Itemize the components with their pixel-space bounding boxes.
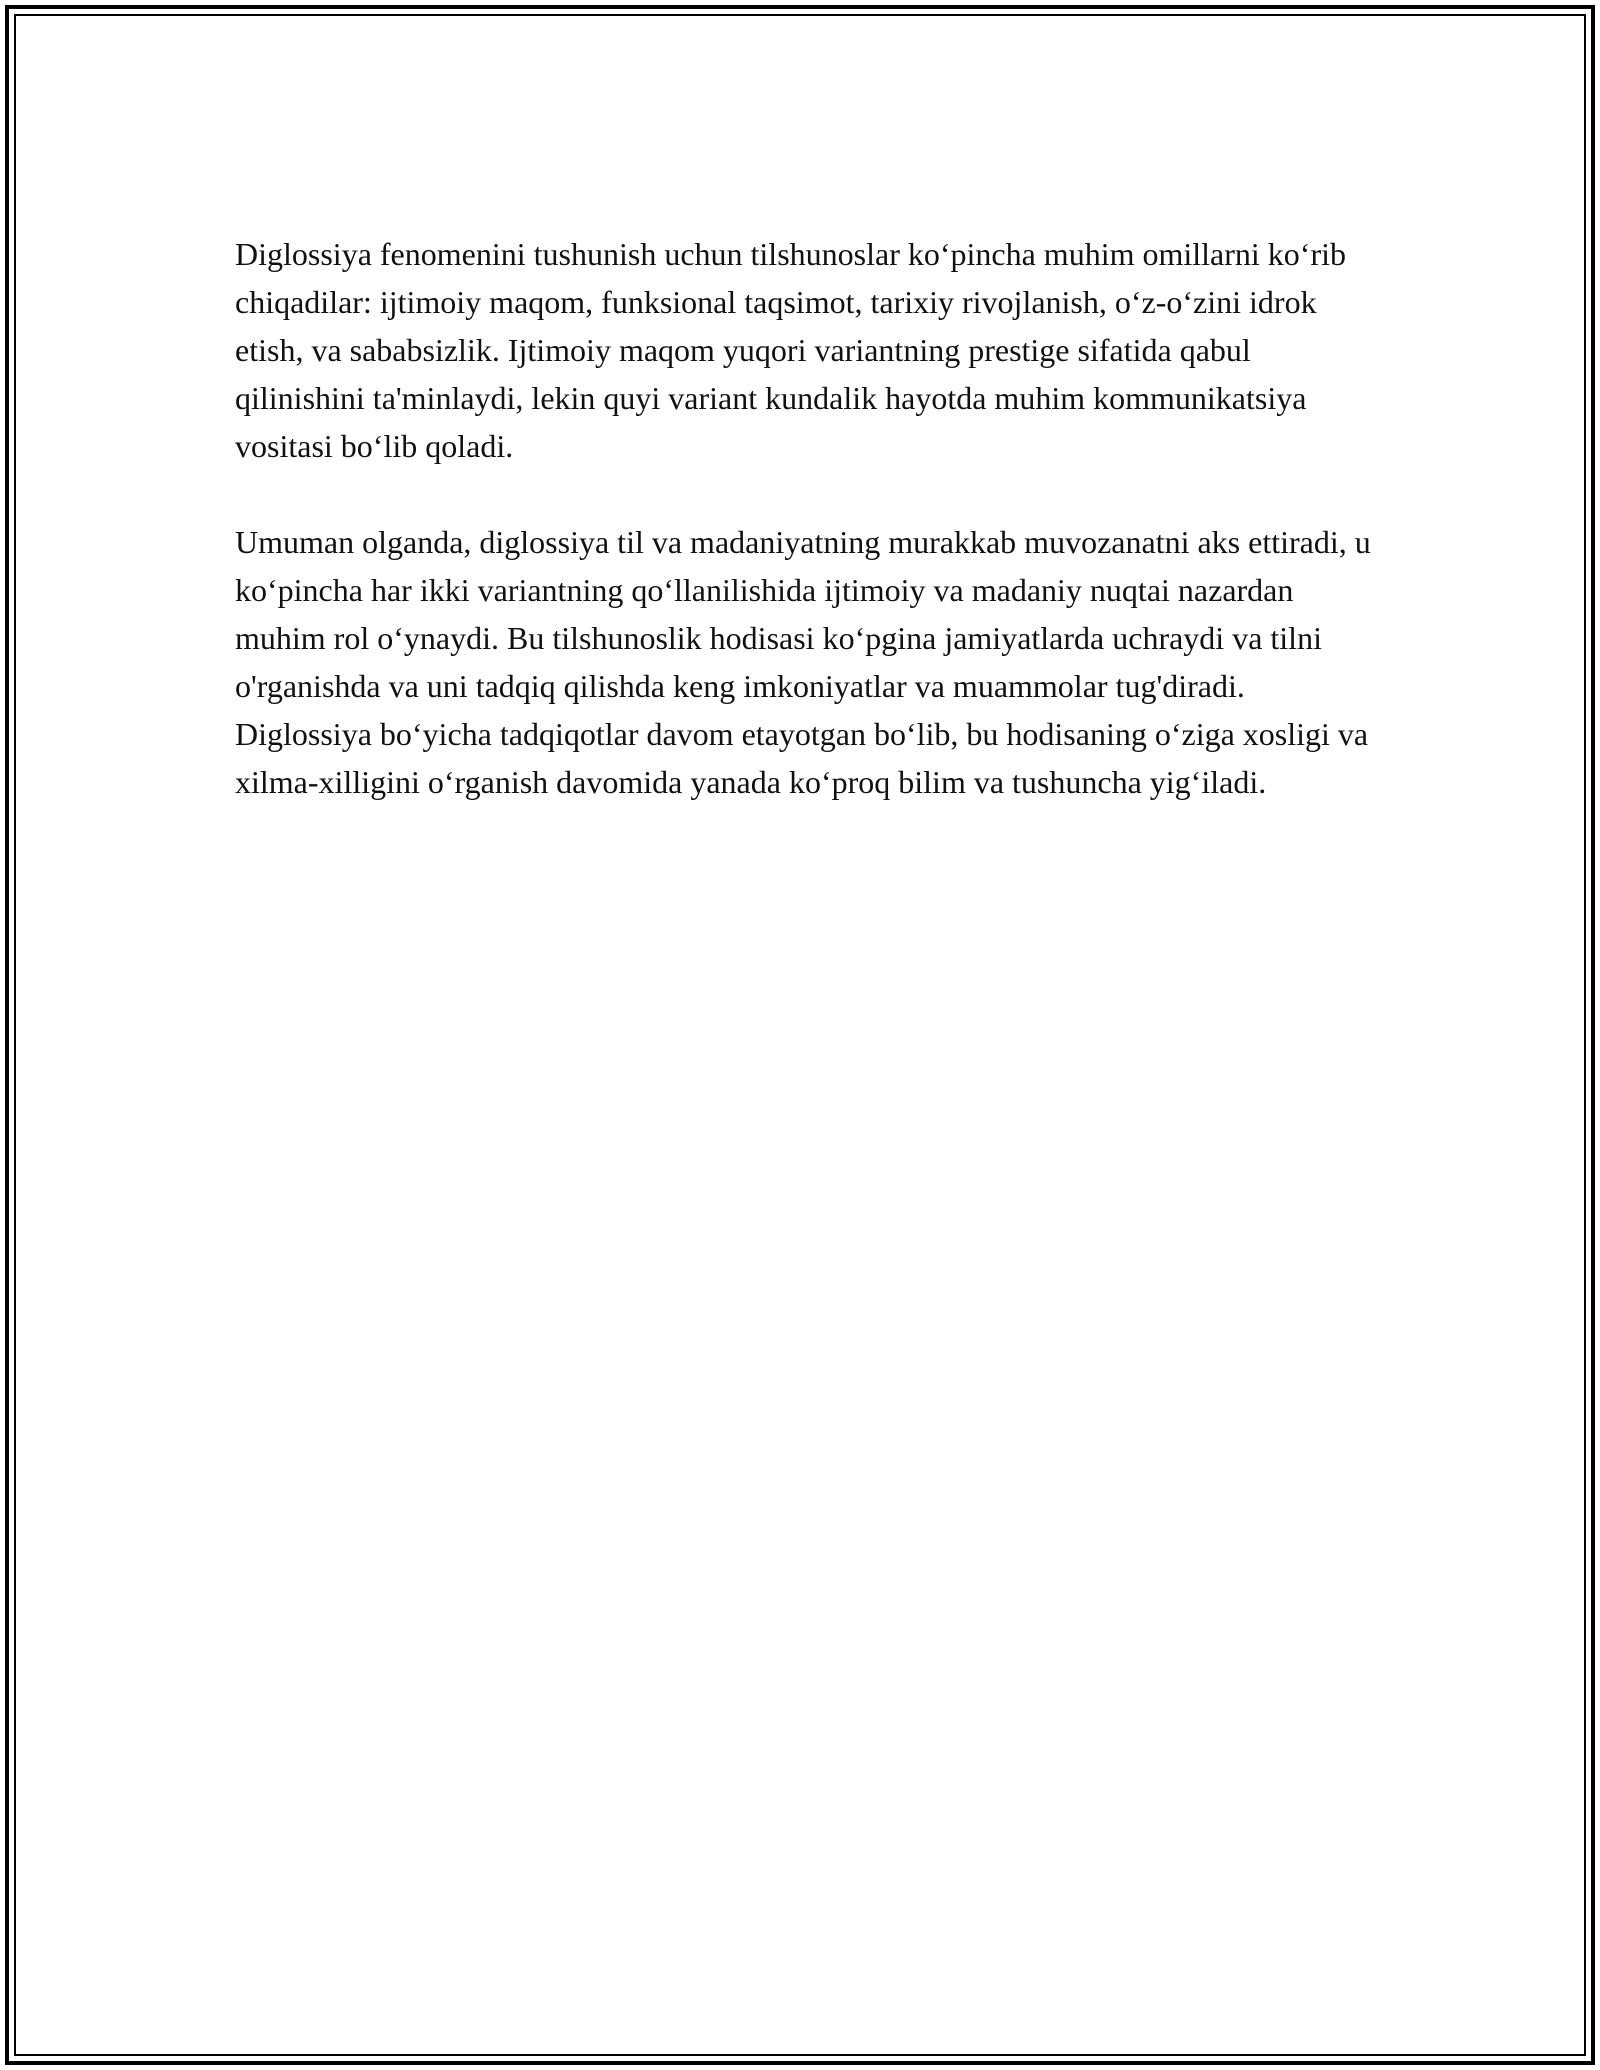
document-body (235, 230, 1385, 854)
paragraph-1: Diglossiya fenomenini tushunish uchun tilshunoslar ko‘pincha muhim omillarni ko‘rib chiqadilar: ijtimoiy maqom, funksional taqsimot, tarixiy rivojlanish, o‘z-o‘zini idrok etish, va sababsizlik. Ijtimoiy maqom yuqori variantning prestige sifatida qabul qilinishini ta'minlaydi, lekin quyi variant kundalik hayotda muhim kommunikatsiya vositasi bo‘lib qoladi. (235, 236, 1346, 464)
paragraph-2: Umuman olganda, diglossiya til va madaniyatning murakkab muvozanatni aks ettiradi, u ko‘pincha har ikki variantning qo‘llanilishida ijtimoiy va madaniy nuqtai nazardan muhim rol o‘ynaydi. Bu tilshunoslik hodisasi ko‘pgina jamiyatlarda uchraydi va tilni o'rganishda va uni tadqiq qilishda keng imkoniyatlar va muammolar tug'diradi. Diglossiya bo‘yicha tadqiqotlar davom etayotgan bo‘lib, bu hodisaning o‘ziga xosligi va xilma-xilligini o‘rganish davomida yanada ko‘proq bilim va tushuncha yig‘iladi. (235, 524, 1371, 800)
